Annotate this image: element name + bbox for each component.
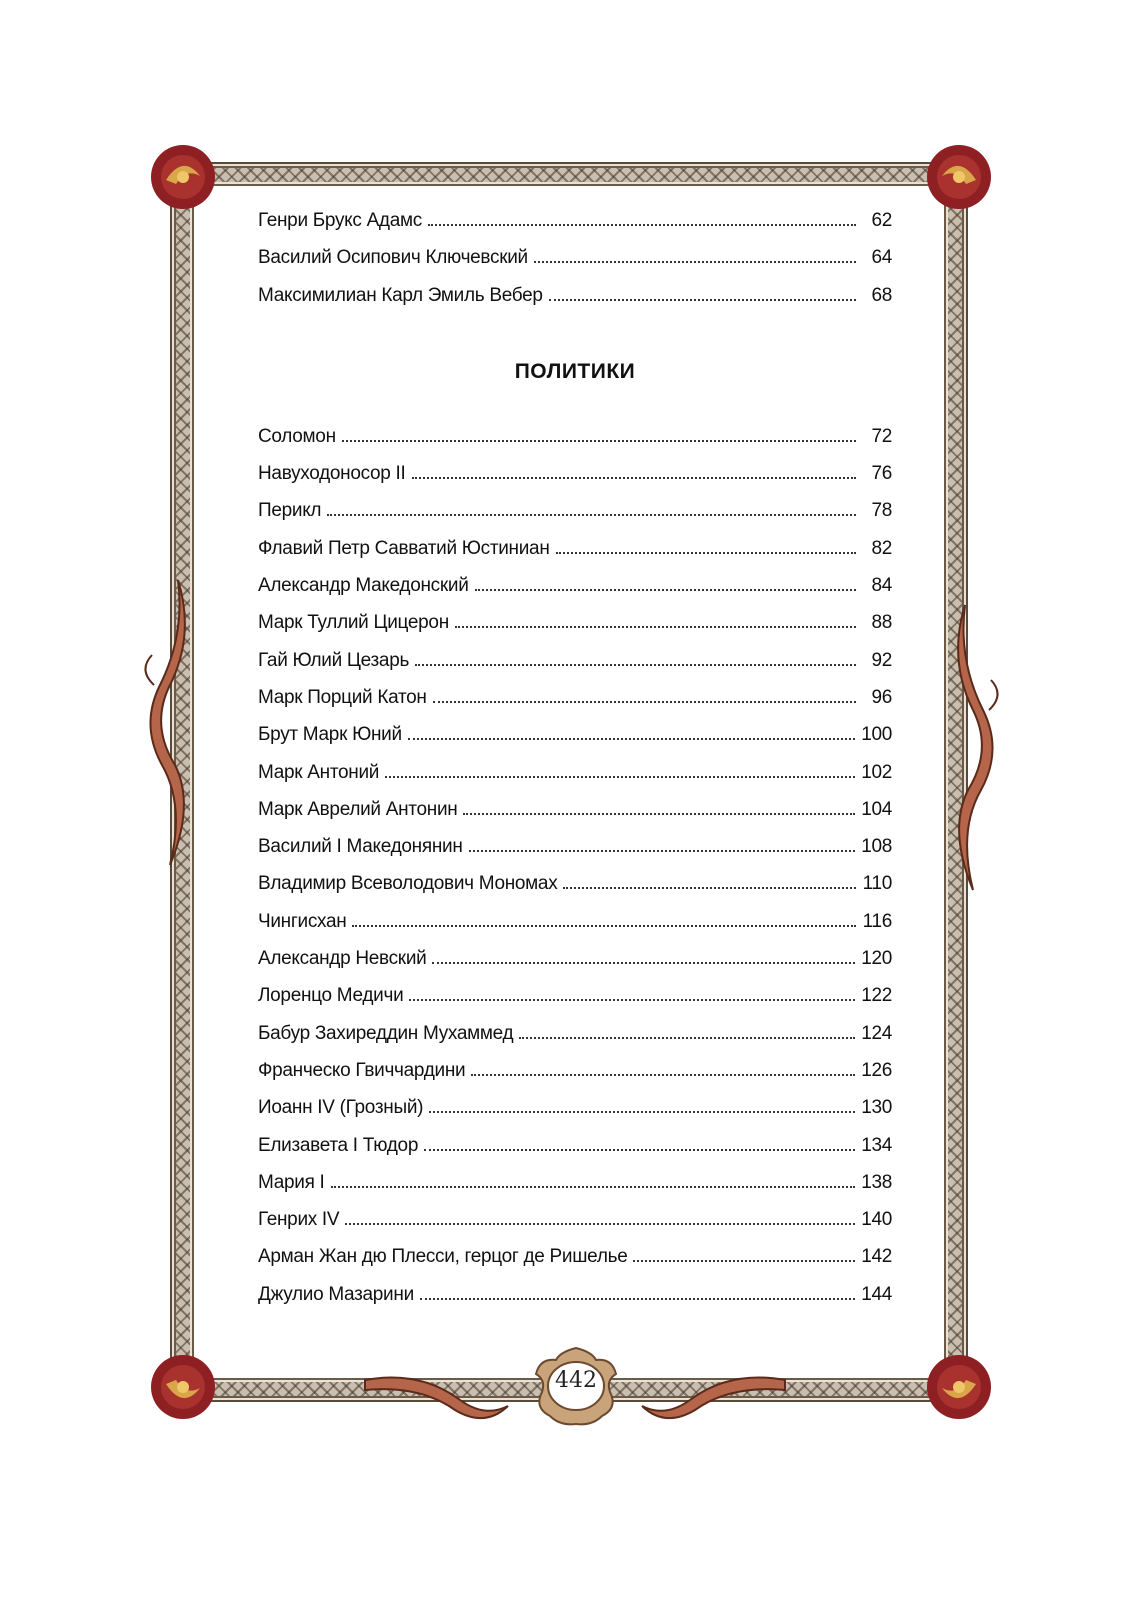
toc-entry-name: Василий I Македонянин bbox=[258, 836, 463, 858]
dot-leader bbox=[424, 1149, 855, 1151]
toc-entry[interactable] bbox=[258, 762, 892, 799]
toc-entry-name: Флавий Петр Савватий Юстиниан bbox=[258, 537, 550, 559]
toc-entry-page: 144 bbox=[861, 1283, 892, 1305]
toc-entry-page: 82 bbox=[871, 537, 892, 559]
toc-entry-name: Александр Македонский bbox=[258, 575, 469, 597]
toc-entry-name: Навуходоносор II bbox=[258, 463, 406, 485]
toc-entry-name: Иоанн IV (Грозный) bbox=[258, 1097, 424, 1119]
toc-entry-page: 78 bbox=[871, 500, 892, 522]
toc-entry-page: 96 bbox=[871, 686, 892, 708]
toc-entry[interactable] bbox=[258, 799, 892, 836]
toc-entry[interactable] bbox=[258, 210, 892, 247]
dot-leader bbox=[455, 626, 856, 628]
toc-entry[interactable] bbox=[258, 1172, 892, 1209]
ribbon-right-icon bbox=[943, 600, 1003, 900]
toc-entry[interactable] bbox=[258, 687, 892, 724]
dot-leader bbox=[463, 813, 855, 815]
corner-ornament-top-right-icon bbox=[922, 140, 996, 214]
toc-entry-name: Перикл bbox=[258, 500, 322, 522]
toc-entry-page: 110 bbox=[862, 873, 892, 895]
corner-ornament-bottom-left-icon bbox=[146, 1350, 220, 1424]
dot-leader bbox=[475, 589, 856, 591]
toc-entry-page: 64 bbox=[871, 247, 892, 269]
dot-leader bbox=[342, 440, 856, 442]
dot-leader bbox=[429, 1111, 855, 1113]
dot-leader bbox=[420, 1298, 855, 1300]
toc-entry-page: 134 bbox=[861, 1134, 892, 1156]
toc-entry-name: Соломон bbox=[258, 425, 336, 447]
toc-entry[interactable] bbox=[258, 1097, 892, 1134]
dot-leader bbox=[412, 477, 857, 479]
dot-leader bbox=[331, 1186, 856, 1188]
toc-entry[interactable] bbox=[258, 724, 892, 761]
toc-entry[interactable] bbox=[258, 247, 892, 284]
toc-entry-name: Гай Юлий Цезарь bbox=[258, 649, 410, 671]
toc-entry-name: Марк Антоний bbox=[258, 761, 380, 783]
dot-leader bbox=[345, 1223, 855, 1225]
toc-entry-name: Елизавета I Тюдор bbox=[258, 1134, 419, 1156]
toc-entry-name: Брут Марк Юний bbox=[258, 724, 402, 746]
toc-entry-page: 140 bbox=[861, 1209, 892, 1231]
toc-entry-name: Генри Брукс Адамс bbox=[258, 210, 422, 231]
page-number: 442 bbox=[555, 1368, 597, 1393]
toc-entry-name: Мария I bbox=[258, 1171, 325, 1193]
toc-entry[interactable] bbox=[258, 948, 892, 985]
dot-leader bbox=[471, 1074, 855, 1076]
dot-leader bbox=[327, 514, 856, 516]
toc-group-top bbox=[258, 210, 892, 322]
toc-entry-page: 138 bbox=[861, 1171, 892, 1193]
bottom-ribbon-right-icon bbox=[640, 1370, 790, 1430]
dot-leader bbox=[633, 1260, 855, 1262]
toc-entry-page: 68 bbox=[871, 284, 892, 306]
toc-entry-page: 62 bbox=[871, 210, 892, 231]
toc-entry-page: 104 bbox=[861, 798, 892, 820]
toc-entry[interactable] bbox=[258, 1284, 892, 1321]
toc-entry[interactable] bbox=[258, 650, 892, 687]
bottom-ribbon-left-icon bbox=[360, 1370, 510, 1430]
dot-leader bbox=[428, 224, 856, 226]
toc-entry[interactable] bbox=[258, 426, 892, 463]
dot-leader bbox=[556, 552, 856, 554]
toc-entry-page: 108 bbox=[861, 836, 892, 858]
dot-leader bbox=[563, 887, 856, 889]
toc-entry[interactable] bbox=[258, 1135, 892, 1172]
toc-entry-name: Марк Туллий Цицерон bbox=[258, 612, 449, 634]
dot-leader bbox=[432, 962, 855, 964]
toc-entry-page: 84 bbox=[871, 575, 892, 597]
dot-leader bbox=[534, 261, 856, 263]
toc-entry-page: 100 bbox=[861, 724, 892, 746]
toc-entry-name: Василий Осипович Ключевский bbox=[258, 247, 528, 269]
dot-leader bbox=[409, 999, 855, 1001]
dot-leader bbox=[433, 701, 856, 703]
toc-entry-name: Генрих IV bbox=[258, 1209, 340, 1231]
toc-entry[interactable] bbox=[258, 285, 892, 322]
ribbon-left-icon bbox=[140, 575, 200, 875]
toc-entry[interactable] bbox=[258, 575, 892, 612]
toc-entry-page: 130 bbox=[861, 1097, 892, 1119]
toc-entry-name: Марк Аврелий Антонин bbox=[258, 798, 458, 820]
corner-ornament-top-left-icon bbox=[146, 140, 220, 214]
toc-entry-page: 126 bbox=[861, 1059, 892, 1081]
toc-entry-page: 88 bbox=[871, 612, 892, 634]
dot-leader bbox=[385, 776, 855, 778]
toc-entry-page: 76 bbox=[871, 463, 892, 485]
toc-group-politics bbox=[258, 426, 892, 1321]
toc-entry[interactable] bbox=[258, 538, 892, 575]
toc-entry-name: Марк Порций Катон bbox=[258, 686, 427, 708]
dot-leader bbox=[549, 299, 856, 301]
section-title: ПОЛИТИКИ bbox=[514, 359, 636, 383]
toc-entry-name: Франческо Гвиччардини bbox=[258, 1059, 466, 1081]
toc-entry-page: 142 bbox=[861, 1246, 892, 1268]
dot-leader bbox=[469, 850, 856, 852]
toc-entry-name: Бабур Захиреддин Мухаммед bbox=[258, 1022, 514, 1044]
toc-entry[interactable] bbox=[258, 612, 892, 649]
toc-entry-name: Лоренцо Медичи bbox=[258, 985, 404, 1007]
toc-entry-page: 120 bbox=[861, 948, 892, 970]
dot-leader bbox=[415, 664, 856, 666]
toc-entry[interactable] bbox=[258, 985, 892, 1022]
toc-entry-name: Владимир Всеволодович Мономах bbox=[258, 873, 558, 895]
toc-entry-name: Максимилиан Карл Эмиль Вебер bbox=[258, 284, 543, 306]
toc-entry-name: Александр Невский bbox=[258, 948, 427, 970]
toc-entry[interactable] bbox=[258, 873, 892, 910]
toc-entry-page: 124 bbox=[861, 1022, 892, 1044]
toc-entry-page: 92 bbox=[871, 649, 892, 671]
toc-entry[interactable] bbox=[258, 1023, 892, 1060]
toc-entry[interactable] bbox=[258, 500, 892, 537]
dot-leader bbox=[408, 738, 855, 740]
toc-entry-page: 116 bbox=[862, 910, 892, 932]
dot-leader bbox=[519, 1037, 855, 1039]
corner-ornament-bottom-right-icon bbox=[922, 1350, 996, 1424]
dot-leader bbox=[352, 925, 856, 927]
toc-entry[interactable] bbox=[258, 1209, 892, 1246]
toc-entry[interactable] bbox=[258, 463, 892, 500]
toc-entry-name: Арман Жан дю Плесси, герцог де Ришелье bbox=[258, 1246, 628, 1268]
toc-entry-page: 72 bbox=[871, 425, 892, 447]
toc-entry[interactable] bbox=[258, 911, 892, 948]
toc-entry-page: 122 bbox=[861, 985, 892, 1007]
toc-entry-page: 102 bbox=[861, 761, 892, 783]
toc-entry[interactable] bbox=[258, 1246, 892, 1283]
toc-entry[interactable] bbox=[258, 836, 892, 873]
table-of-contents bbox=[258, 210, 892, 1321]
toc-entry[interactable] bbox=[258, 1060, 892, 1097]
toc-entry-name: Джулио Мазарини bbox=[258, 1283, 414, 1305]
toc-entry-name: Чингисхан bbox=[258, 910, 347, 932]
